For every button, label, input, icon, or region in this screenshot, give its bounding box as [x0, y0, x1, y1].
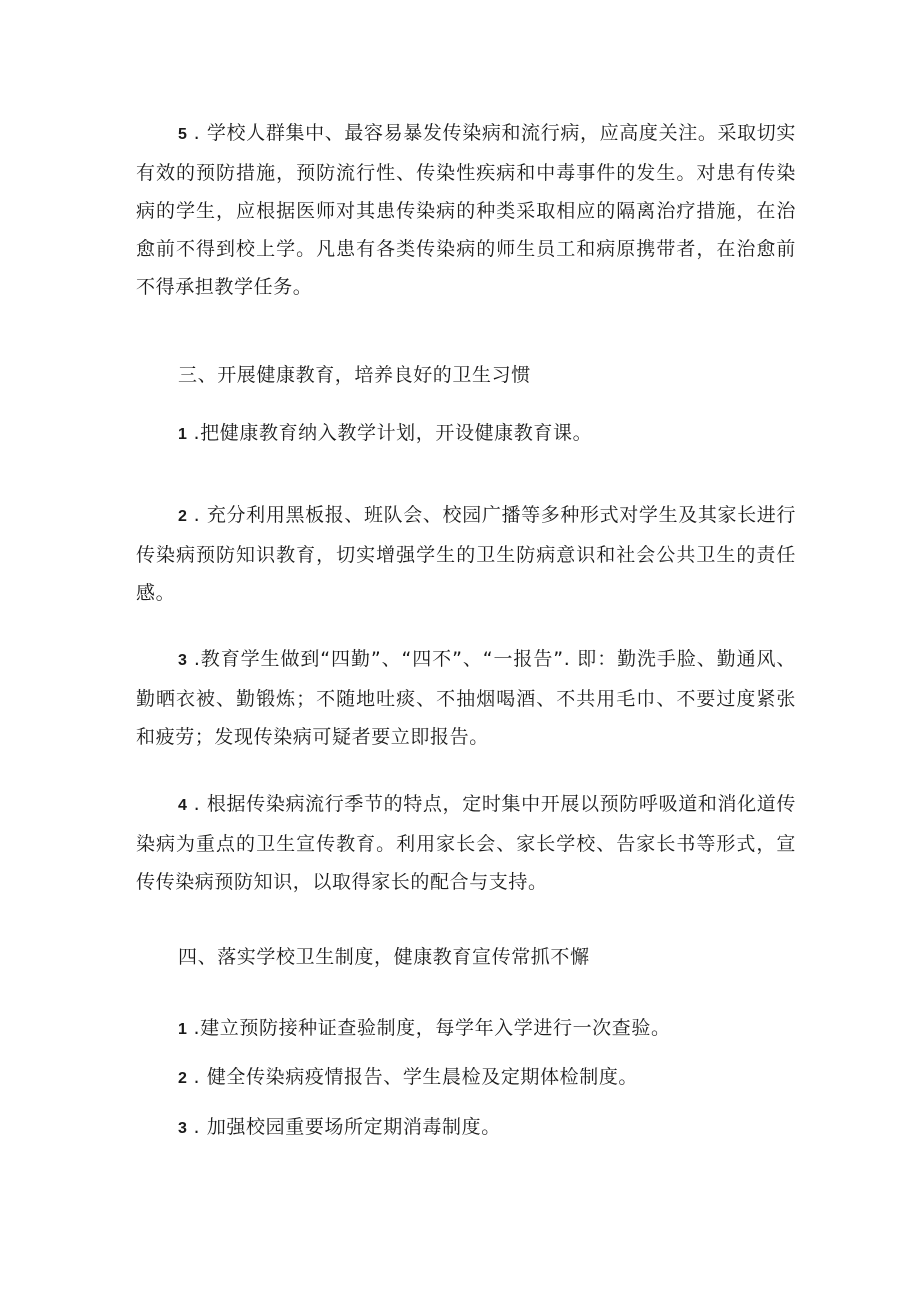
item-number: 2: [178, 1070, 187, 1087]
section-heading-3: 三、开展健康教育，培养良好的卫生习惯: [178, 364, 531, 386]
paragraph-text: . 充分利用黑板报、班队会、校园广播等多种形式对学生及其家长进行传染病预防知识教育，切实增强学生的卫生防病意识和社会公共卫生的责任感。: [136, 504, 796, 604]
paragraph-text: .建立预防接种证查验制度，每学年入学进行一次查验。: [186, 1017, 671, 1039]
paragraph-section3-item-1: [136, 414, 796, 454]
item-number: 3: [178, 1120, 187, 1137]
item-number: 1: [178, 426, 187, 443]
paragraph-item-5: [136, 114, 796, 306]
paragraph-text: . 根据传染病流行季节的特点，定时集中开展以预防呼吸道和消化道传染病为重点的卫生宣传教育。利用家长会、家长学校、告家长书等形式，宣传传染病预防知识，以取得家长的配合与支持。: [136, 793, 796, 893]
paragraph-text: . 加强校园重要场所定期消毒制度。: [186, 1116, 501, 1138]
paragraph-text: . 学校人群集中、最容易暴发传染病和流行病，应高度关注。采取切实有效的预防措施，预防流行性、传染性疾病和中毒事件的发生。对患有传染病的学生，应根据医师对其患传染病的种类采取相应的隔离治疗措施，在治愈前不得到校上学。凡患有各类传染病的师生员工和病原携带者，在治愈前不得承担教学任务。: [136, 122, 796, 298]
item-number: 2: [178, 508, 187, 525]
paragraph-text: . 健全传染病疫情报告、学生晨检及定期体检制度。: [186, 1066, 639, 1088]
section-heading-4: 四、落实学校卫生制度，健康教育宣传常抓不懈: [178, 946, 590, 968]
paragraph-section4-item-3: [136, 1108, 796, 1148]
item-number: 1: [178, 1021, 187, 1038]
paragraph-text: .把健康教育纳入教学计划，开设健康教育课。: [186, 422, 593, 444]
paragraph-section4-item-2: [136, 1058, 796, 1098]
item-number: 5: [178, 126, 187, 143]
paragraph-section3-item-3: [136, 640, 796, 756]
paragraph-text: .教育学生做到“四勤”、“四不”、“一报告”. 即：勤洗手脸、勤通风、勤晒衣被、勤锻炼；不随地吐痰、不抽烟喝酒、不共用毛巾、不要过度紧张和疲劳；发现传染病可疑者要立即报告。: [136, 648, 796, 748]
item-number: 3: [178, 652, 187, 669]
paragraph-section3-item-2: [136, 496, 796, 612]
item-number: 4: [178, 797, 187, 814]
paragraph-section4-item-1: [136, 1009, 796, 1049]
paragraph-section3-item-4: [136, 785, 796, 901]
